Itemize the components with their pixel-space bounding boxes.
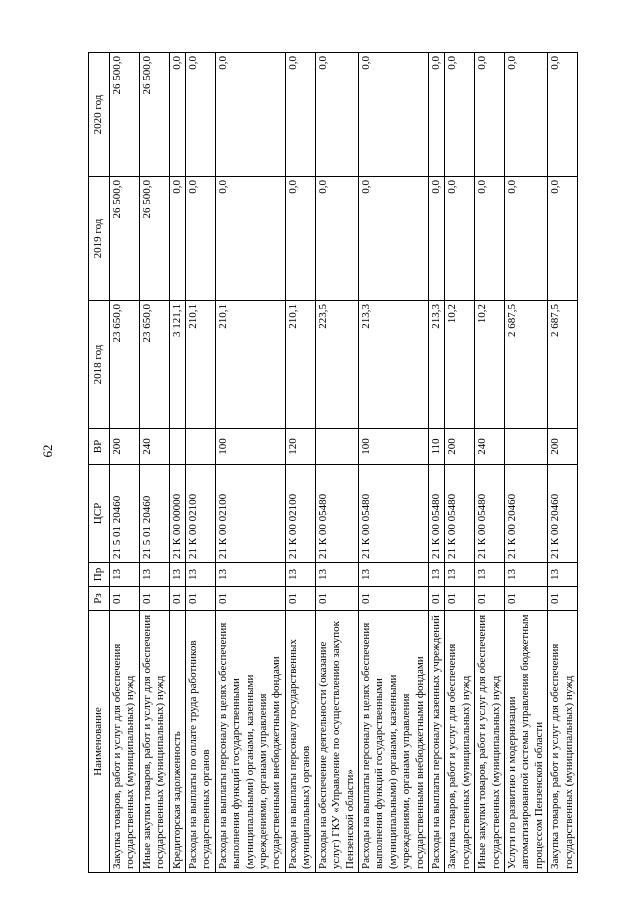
cell-vr: 200 — [445, 429, 475, 465]
cell-y2020: 26 500,0 — [110, 53, 140, 177]
cell-csr: 21 К 00 20460 — [548, 465, 578, 563]
cell-csr: 21 К 00 05480 — [475, 465, 505, 563]
cell-y2018: 210,1 — [285, 301, 315, 429]
header-2020: 2020 год — [89, 53, 110, 177]
cell-name: Иные закупки товаров, работ и услуг для обеспечения государственных (муниципальных) нужд — [139, 611, 169, 873]
cell-vr — [315, 429, 358, 465]
cell-y2018: 10,2 — [475, 301, 505, 429]
cell-y2019: 0,0 — [186, 177, 216, 301]
cell-name: Расходы на выплаты персоналу в целях обеспечения выполнения функций государственными (муниципальными) органами, казенными учреждениями, органами управления государственными внебюджетными фондами — [358, 611, 428, 873]
cell-y2019: 0,0 — [445, 177, 475, 301]
cell-vr: 240 — [475, 429, 505, 465]
cell-y2019: 0,0 — [169, 177, 185, 301]
cell-csr: 21 К 00 02100 — [186, 465, 216, 563]
cell-name: Расходы на обеспечение деятельности (оказание услуг) ГКУ «Управление по осуществлению закупок Пензенской области» — [315, 611, 358, 873]
table-body — [110, 53, 578, 873]
cell-y2018: 23 650,0 — [139, 301, 169, 429]
cell-y2018: 3 121,1 — [169, 301, 185, 429]
cell-y2020: 0,0 — [285, 53, 315, 177]
cell-y2018: 213,3 — [358, 301, 428, 429]
table-row — [445, 53, 475, 873]
cell-name: Иные закупки товаров, работ и услуг для обеспечения государственных (муниципальных) нужд — [475, 611, 505, 873]
cell-rz: 01 — [315, 587, 358, 611]
cell-vr — [186, 429, 216, 465]
cell-rz: 01 — [504, 587, 547, 611]
header-2018: 2018 год — [89, 301, 110, 429]
table-row — [315, 53, 358, 873]
cell-vr: 200 — [110, 429, 140, 465]
cell-name: Закупка товаров, работ и услуг для обеспечения государственных (муниципальных) нужд — [548, 611, 578, 873]
cell-vr: 100 — [215, 429, 285, 465]
cell-rz: 01 — [110, 587, 140, 611]
cell-rz: 01 — [428, 587, 444, 611]
cell-pr: 13 — [358, 563, 428, 587]
cell-pr: 13 — [445, 563, 475, 587]
cell-rz: 01 — [285, 587, 315, 611]
cell-y2019: 0,0 — [215, 177, 285, 301]
cell-rz: 01 — [139, 587, 169, 611]
table-row — [186, 53, 216, 873]
header-csr: ЦСР — [89, 465, 110, 563]
cell-y2020: 0,0 — [186, 53, 216, 177]
cell-pr: 13 — [548, 563, 578, 587]
cell-y2019: 0,0 — [315, 177, 358, 301]
cell-csr: 21 К 00 00000 — [169, 465, 185, 563]
cell-pr: 13 — [215, 563, 285, 587]
cell-y2020: 0,0 — [315, 53, 358, 177]
cell-y2018: 10,2 — [445, 301, 475, 429]
cell-name: Закупка товаров, работ и услуг для обеспечения государственных (муниципальных) нужд — [445, 611, 475, 873]
header-name: Наименование — [89, 611, 110, 873]
cell-rz: 01 — [215, 587, 285, 611]
cell-y2018: 2 687,5 — [504, 301, 547, 429]
cell-pr: 13 — [315, 563, 358, 587]
cell-pr: 13 — [139, 563, 169, 587]
cell-rz: 01 — [475, 587, 505, 611]
cell-csr: 21 К 00 02100 — [285, 465, 315, 563]
cell-rz: 01 — [169, 587, 185, 611]
cell-y2018: 2 687,5 — [548, 301, 578, 429]
cell-y2018: 23 650,0 — [110, 301, 140, 429]
header-row — [89, 53, 110, 873]
cell-y2018: 213,3 — [428, 301, 444, 429]
cell-y2019: 0,0 — [358, 177, 428, 301]
budget-table — [88, 52, 578, 873]
cell-pr: 13 — [475, 563, 505, 587]
cell-vr — [504, 429, 547, 465]
cell-y2019: 0,0 — [475, 177, 505, 301]
cell-vr: 120 — [285, 429, 315, 465]
header-2019: 2019 год — [89, 177, 110, 301]
table-row — [504, 53, 547, 873]
cell-y2019: 0,0 — [548, 177, 578, 301]
cell-rz: 01 — [548, 587, 578, 611]
cell-y2020: 0,0 — [169, 53, 185, 177]
cell-name: Услуги по развитию и модернизации автоматизированной системы управления бюджетным процессом Пензенской области — [504, 611, 547, 873]
table-row — [428, 53, 444, 873]
table-row — [169, 53, 185, 873]
cell-csr: 21 5 01 20460 — [110, 465, 140, 563]
cell-y2018: 210,1 — [215, 301, 285, 429]
cell-csr: 21 К 00 20460 — [504, 465, 547, 563]
cell-name: Расходы на выплаты персоналу в целях обеспечения выполнения функций государственными (муниципальными) органами, казенными учреждениями, органами управления государственными внебюджетными фондами — [215, 611, 285, 873]
cell-y2020: 0,0 — [428, 53, 444, 177]
cell-name: Кредиторская задолженность — [169, 611, 185, 873]
table-row — [215, 53, 285, 873]
table-row — [139, 53, 169, 873]
cell-y2020: 0,0 — [215, 53, 285, 177]
cell-csr: 21 5 01 20460 — [139, 465, 169, 563]
cell-csr: 21 К 00 05480 — [358, 465, 428, 563]
cell-y2020: 0,0 — [445, 53, 475, 177]
cell-name: Расходы на выплаты персоналу государственных (муниципальных) органов — [285, 611, 315, 873]
table-row — [548, 53, 578, 873]
cell-csr: 21 К 00 05480 — [315, 465, 358, 563]
cell-name: Закупка товаров, работ и услуг для обеспечения государственных (муниципальных) нужд — [110, 611, 140, 873]
cell-pr: 13 — [110, 563, 140, 587]
page-number: 62 — [40, 444, 55, 458]
header-vr: ВР — [89, 429, 110, 465]
table-row — [358, 53, 428, 873]
cell-rz: 01 — [445, 587, 475, 611]
cell-vr: 110 — [428, 429, 444, 465]
table-row — [475, 53, 505, 873]
cell-pr: 13 — [169, 563, 185, 587]
header-pr: Пр — [89, 563, 110, 587]
cell-name: Расходы на выплаты по оплате труда работников государственных органов — [186, 611, 216, 873]
cell-y2019: 0,0 — [504, 177, 547, 301]
cell-vr: 100 — [358, 429, 428, 465]
cell-y2020: 0,0 — [475, 53, 505, 177]
cell-y2018: 223,5 — [315, 301, 358, 429]
table-header — [89, 53, 110, 873]
cell-vr — [169, 429, 185, 465]
cell-rz: 01 — [358, 587, 428, 611]
cell-y2018: 210,1 — [186, 301, 216, 429]
cell-vr: 200 — [548, 429, 578, 465]
cell-pr: 13 — [504, 563, 547, 587]
cell-pr: 13 — [186, 563, 216, 587]
cell-y2020: 0,0 — [504, 53, 547, 177]
cell-csr: 21 К 00 05480 — [445, 465, 475, 563]
cell-csr: 21 К 00 02100 — [215, 465, 285, 563]
cell-pr: 13 — [428, 563, 444, 587]
cell-name: Расходы на выплаты персоналу казенных учреждений — [428, 611, 444, 873]
cell-pr: 13 — [285, 563, 315, 587]
header-rz: Рз — [89, 587, 110, 611]
cell-y2020: 0,0 — [548, 53, 578, 177]
table-row — [285, 53, 315, 873]
table-row — [110, 53, 140, 873]
cell-csr: 21 К 00 05480 — [428, 465, 444, 563]
cell-y2019: 0,0 — [428, 177, 444, 301]
cell-y2020: 0,0 — [358, 53, 428, 177]
cell-y2019: 0,0 — [285, 177, 315, 301]
cell-rz: 01 — [186, 587, 216, 611]
cell-y2019: 26 500,0 — [139, 177, 169, 301]
rotated-table-container — [88, 53, 576, 873]
cell-y2019: 26 500,0 — [110, 177, 140, 301]
cell-vr: 240 — [139, 429, 169, 465]
cell-y2020: 26 500,0 — [139, 53, 169, 177]
